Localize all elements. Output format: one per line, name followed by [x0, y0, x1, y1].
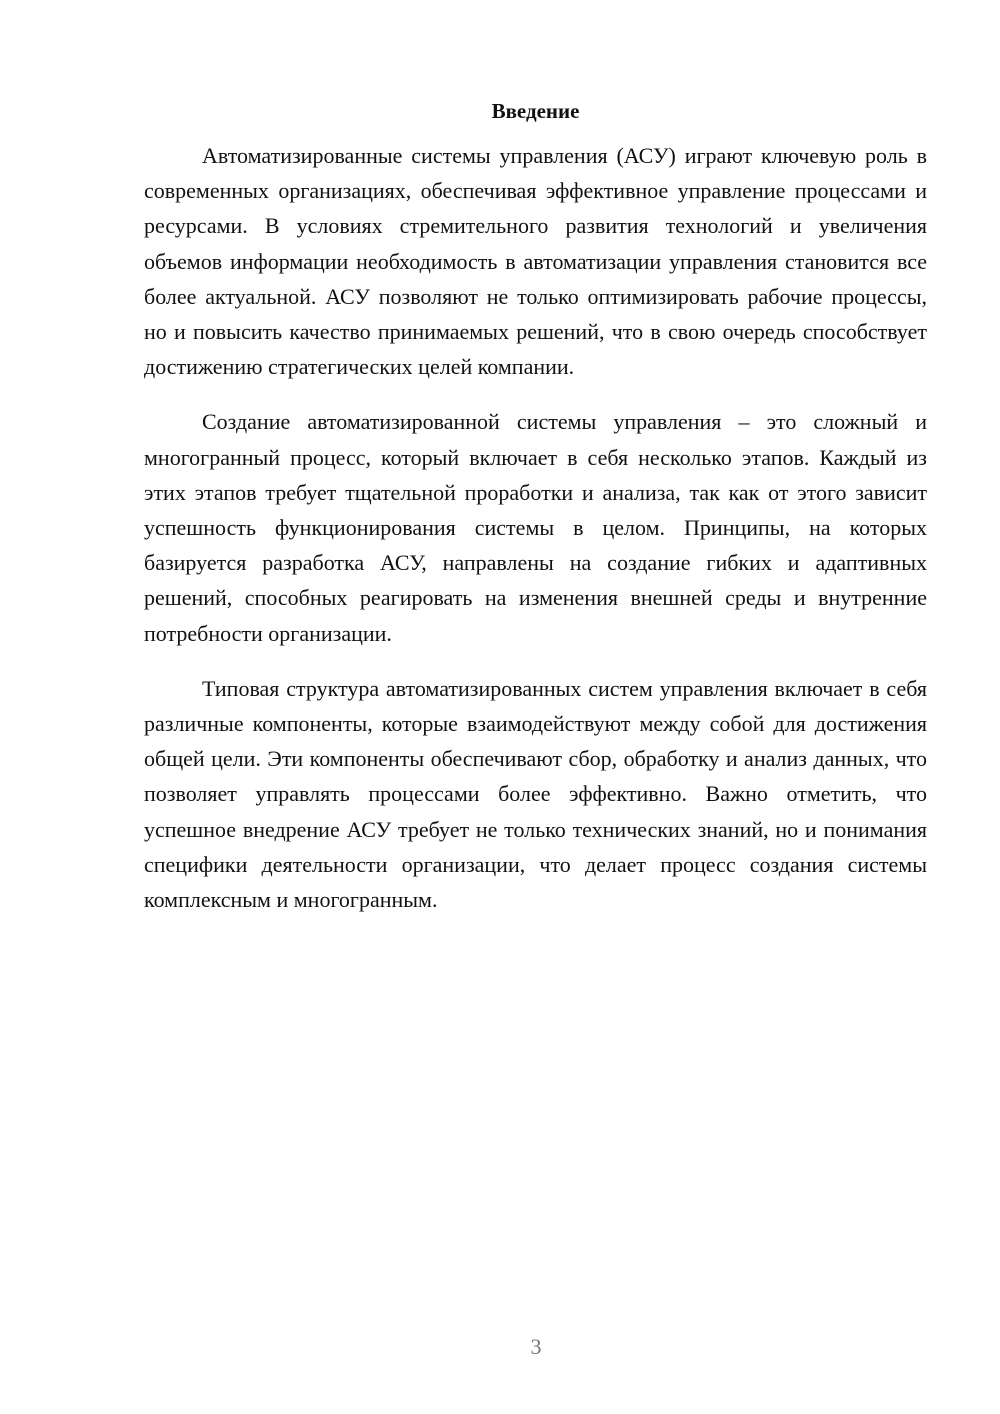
paragraph-3: Типовая структура автоматизированных систем управления включает в себя различные компоненты, которые взаимодействуют между собой для достижения общей цели. Эти компоненты обеспечивают сбор, обработку и анализ данных, что позволяет управлять процессами более эффективно. Важно отметить, что успешное внедрение АСУ требует не только технических знаний, но и понимания специфики деятельности организации, что делает процесс создания системы комплексным и многогранным.: [144, 675, 927, 913]
page-number: 3: [530, 1334, 542, 1359]
paragraph-2: Создание автоматизированной системы управления – это сложный и многогранный процесс, который включает в себя несколько этапов. Каждый из этих этапов требует тщательной проработки и анализа, так как от этого зависит успешность функционирования системы в целом. Принципы, на которых базируется разработка АСУ, направлены на создание гибких и адаптивных решений, способных реагировать на изменения внешней среды и внутренние потребности организации.: [144, 409, 927, 646]
paragraph-1: Автоматизированные системы управления (АСУ) играют ключевую роль в современных организациях, обеспечивая эффективное управление процессами и ресурсами. В условиях стремительного развития технологий и увеличения объемов информации необходимость в автоматизации управления становится все более актуальной. АСУ позволяют не только оптимизировать рабочие процессы, но и повысить качество принимаемых решений, что в свою очередь способствует достижению стратегических целей компании.: [144, 143, 927, 380]
document-body: [144, 94, 927, 917]
section-title: Введение: [491, 99, 580, 123]
